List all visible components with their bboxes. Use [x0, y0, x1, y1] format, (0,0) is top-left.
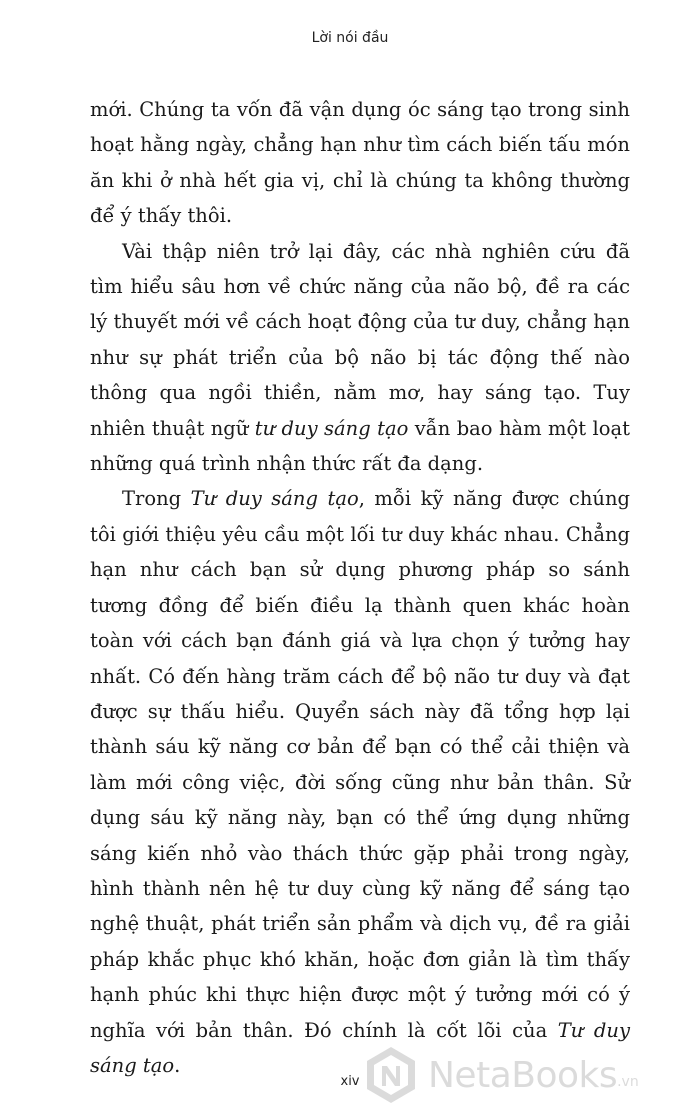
watermark-suffix: .vn [617, 1074, 639, 1090]
page-number: xiv [340, 1074, 360, 1089]
paragraph-2-text-a: Vài thập niên trở lại đây, các nhà nghiên cứu đã tìm hiểu sâu hơn về chức năng của não bộ, đề ra các lý thuyết mới về cách hoạt động của tư duy, chẳng hạn như sự phát triển của bộ não bị tác động thế nào thông qua ngồi thiền, nằm mơ, hay sáng tạo. Tuy nhiên thuật ngữ [90, 239, 630, 440]
paragraph-3-text-a: Trong [122, 487, 191, 511]
paragraph-3 [90, 481, 630, 1083]
body-text [90, 92, 630, 1083]
italic-term-tu-duy-sang-tao: tư duy sáng tạo [254, 416, 409, 440]
book-title-italic-end: Tư duy sáng tạo [90, 1018, 630, 1077]
paragraph-1-text: mới. Chúng ta vốn đã vận dụng óc sáng tạo trong sinh hoạt hằng ngày, chẳng hạn như tìm cách biến tấu món ăn khi ở nhà hết gia vị, chỉ là chúng ta không thường để ý thấy thôi. [90, 98, 630, 228]
netabooks-watermark [360, 1040, 695, 1110]
running-head: Lời nói đầu [311, 30, 389, 46]
paragraph-2 [90, 234, 630, 482]
paragraph-3-text-c: . [174, 1053, 181, 1077]
paragraph-1 [90, 92, 630, 234]
watermark-brand: NetaBooks [428, 1054, 618, 1096]
paragraph-2-text-b: vẫn bao hàm một loạt những quá trình nhận thức rất đa dạng. [90, 416, 630, 476]
paragraph-3-text-b: , mỗi kỹ năng được chúng tôi giới thiệu yêu cầu một lối tư duy khác nhau. Chẳng hạn như cách bạn sử dụng phương pháp so sánh tương đồng để biến điều lạ thành quen khác hoàn toàn với cách bạn đánh giá và lựa chọn ý tưởng hay nhất. Có đến hàng trăm cách để bộ não tư duy và đạt được sự thấu hiểu. Quyển sách này đã tổng hợp lại thành sáu kỹ năng cơ bản để bạn có thể cải thiện và làm mới công việc, đời sống cũng như bản thân. Sử dụng sáu kỹ năng này, bạn có thể ứng dụng những sáng kiến nhỏ vào thách thức gặp phải trong ngày, hình thành nên hệ tư duy cùng kỹ năng để sáng tạo nghệ thuật, phát triển sản phẩm và dịch vụ, đề ra giải pháp khắc phục khó khăn, hoặc đơn giản là tìm thấy hạnh phúc khi thực hiện được một ý tưởng mới có ý nghĩa với bản thân. Đó chính là cốt lõi của [90, 487, 630, 1042]
netabooks-logo-icon [360, 1044, 422, 1106]
book-title-italic: Tư duy sáng tạo [190, 487, 359, 511]
